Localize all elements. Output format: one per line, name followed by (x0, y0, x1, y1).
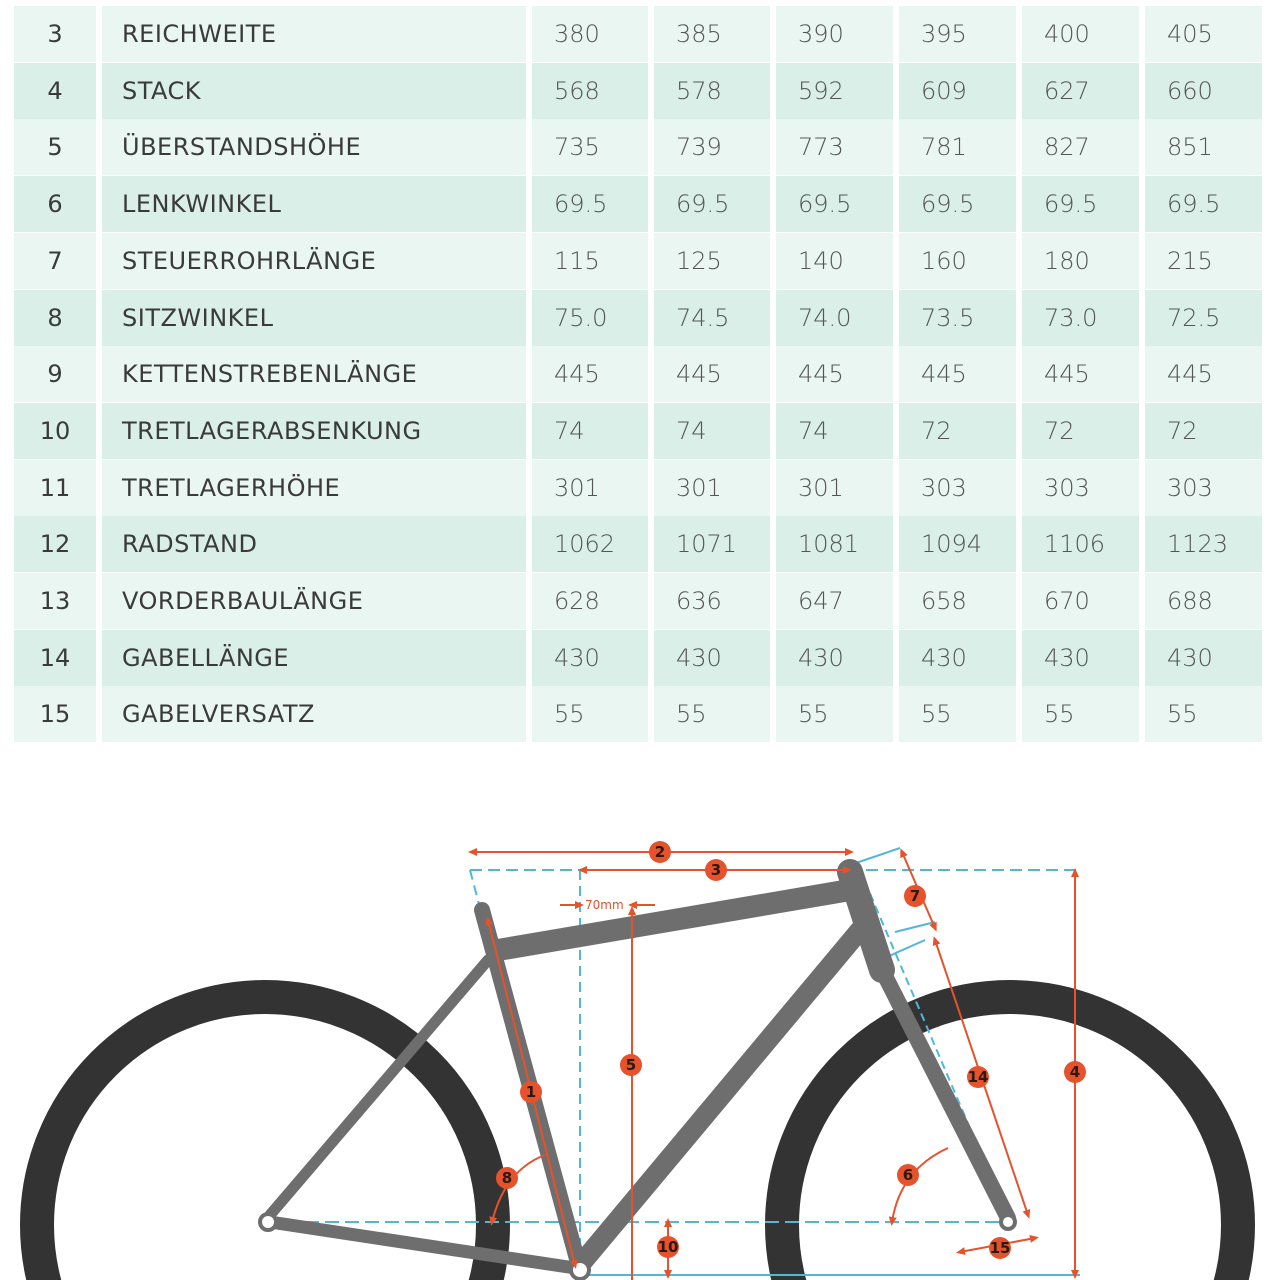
row-number: 12 (14, 516, 96, 572)
row-value: 851 (1145, 119, 1262, 175)
row-value: 609 (899, 63, 1016, 119)
table-row (14, 346, 1262, 402)
svg-text:1: 1 (525, 1083, 537, 1101)
row-value: 1071 (654, 516, 770, 572)
row-number: 3 (14, 6, 96, 62)
row-measure-name: LENKWINKEL (102, 176, 526, 232)
svg-text:6: 6 (902, 1166, 914, 1184)
row-value: 445 (1145, 346, 1262, 402)
row-value: 303 (1022, 460, 1139, 516)
marker-14 (967, 1066, 989, 1088)
row-measure-name: RADSTAND (102, 516, 526, 572)
row-value: 430 (899, 630, 1016, 686)
row-number: 7 (14, 233, 96, 289)
row-value: 303 (1145, 460, 1262, 516)
row-value: 430 (654, 630, 770, 686)
row-measure-name: TRETLAGERHÖHE (102, 460, 526, 516)
front-wheel (782, 997, 1238, 1280)
row-value: 380 (532, 6, 648, 62)
row-value: 395 (899, 6, 1016, 62)
row-value: 72.5 (1145, 290, 1262, 346)
svg-text:10: 10 (657, 1238, 679, 1256)
row-measure-name: STACK (102, 63, 526, 119)
row-measure-name: STEUERROHRLÄNGE (102, 233, 526, 289)
row-value: 445 (532, 346, 648, 402)
row-value: 69.5 (776, 176, 893, 232)
marker-15 (989, 1237, 1011, 1259)
row-value: 75.0 (532, 290, 648, 346)
table-row (14, 6, 1262, 62)
row-value: 74 (776, 403, 893, 459)
row-value: 827 (1022, 119, 1139, 175)
row-value: 773 (776, 119, 893, 175)
row-number: 13 (14, 573, 96, 629)
row-value: 74 (654, 403, 770, 459)
row-measure-name: ÜBERSTANDSHÖHE (102, 119, 526, 175)
row-value: 445 (899, 346, 1016, 402)
row-value: 670 (1022, 573, 1139, 629)
marker-4 (1064, 1061, 1086, 1083)
marker-2 (649, 841, 671, 863)
row-value: 215 (1145, 233, 1262, 289)
svg-text:14: 14 (967, 1068, 989, 1086)
marker-8 (496, 1167, 518, 1189)
table-row (14, 403, 1262, 459)
row-value: 660 (1145, 63, 1262, 119)
row-number: 11 (14, 460, 96, 516)
table-row (14, 573, 1262, 629)
svg-text:7: 7 (909, 887, 921, 905)
table-row (14, 686, 1262, 742)
row-value: 400 (1022, 6, 1139, 62)
row-measure-name: VORDERBAULÄNGE (102, 573, 526, 629)
row-value: 628 (532, 573, 648, 629)
row-value: 445 (776, 346, 893, 402)
row-value: 1094 (899, 516, 1016, 572)
row-value: 74.5 (654, 290, 770, 346)
row-number: 6 (14, 176, 96, 232)
row-value: 445 (1022, 346, 1139, 402)
row-value: 430 (776, 630, 893, 686)
svg-text:15: 15 (989, 1239, 1011, 1257)
row-value: 180 (1022, 233, 1139, 289)
svg-text:5: 5 (625, 1056, 637, 1074)
row-value: 73.0 (1022, 290, 1139, 346)
row-value: 301 (776, 460, 893, 516)
row-value: 636 (654, 573, 770, 629)
row-value: 72 (1022, 403, 1139, 459)
row-value: 739 (654, 119, 770, 175)
marker-10 (657, 1236, 679, 1258)
row-value: 627 (1022, 63, 1139, 119)
row-value: 430 (1145, 630, 1262, 686)
row-number: 8 (14, 290, 96, 346)
offset-label: 70mm (585, 898, 624, 912)
row-number: 4 (14, 63, 96, 119)
row-value: 688 (1145, 573, 1262, 629)
row-value: 55 (654, 686, 770, 742)
row-value: 303 (899, 460, 1016, 516)
row-value: 72 (1145, 403, 1262, 459)
row-value: 55 (776, 686, 893, 742)
row-value: 568 (532, 63, 648, 119)
row-value: 74.0 (776, 290, 893, 346)
row-number: 10 (14, 403, 96, 459)
row-value: 115 (532, 233, 648, 289)
row-value: 578 (654, 63, 770, 119)
row-value: 1081 (776, 516, 893, 572)
marker-7 (904, 885, 926, 907)
table-row (14, 516, 1262, 572)
row-value: 1123 (1145, 516, 1262, 572)
marker-5 (620, 1054, 642, 1076)
dropouts (260, 1214, 1015, 1279)
row-value: 1106 (1022, 516, 1139, 572)
row-value: 55 (1145, 686, 1262, 742)
row-value: 69.5 (654, 176, 770, 232)
table-row (14, 233, 1262, 289)
row-measure-name: TRETLAGERABSENKUNG (102, 403, 526, 459)
marker-6 (897, 1164, 919, 1186)
row-value: 125 (654, 233, 770, 289)
row-value: 781 (899, 119, 1016, 175)
row-value: 55 (899, 686, 1016, 742)
row-value: 69.5 (1022, 176, 1139, 232)
svg-text:2: 2 (654, 843, 666, 861)
row-measure-name: GABELLÄNGE (102, 630, 526, 686)
row-value: 405 (1145, 6, 1262, 62)
row-value: 72 (899, 403, 1016, 459)
row-value: 445 (654, 346, 770, 402)
row-measure-name: SITZWINKEL (102, 290, 526, 346)
row-value: 658 (899, 573, 1016, 629)
row-value: 390 (776, 6, 893, 62)
row-number: 9 (14, 346, 96, 402)
row-value: 1062 (532, 516, 648, 572)
row-value: 69.5 (532, 176, 648, 232)
row-value: 592 (776, 63, 893, 119)
table-row (14, 630, 1262, 686)
row-number: 14 (14, 630, 96, 686)
svg-text:8: 8 (501, 1169, 513, 1187)
table-row (14, 176, 1262, 232)
row-value: 301 (654, 460, 770, 516)
row-value: 69.5 (1145, 176, 1262, 232)
row-measure-name: REICHWEITE (102, 6, 526, 62)
row-value: 430 (532, 630, 648, 686)
row-value: 69.5 (899, 176, 1016, 232)
row-value: 735 (532, 119, 648, 175)
row-value: 73.5 (899, 290, 1016, 346)
table-row (14, 460, 1262, 516)
marker-1 (520, 1081, 542, 1103)
row-number: 15 (14, 686, 96, 742)
marker-3 (705, 859, 727, 881)
svg-text:4: 4 (1069, 1063, 1081, 1081)
bike-geometry-diagram (0, 760, 1280, 1280)
row-value: 55 (1022, 686, 1139, 742)
table-row (14, 63, 1262, 119)
row-value: 301 (532, 460, 648, 516)
row-value: 55 (532, 686, 648, 742)
table-row (14, 119, 1262, 175)
row-value: 385 (654, 6, 770, 62)
row-value: 430 (1022, 630, 1139, 686)
row-value: 140 (776, 233, 893, 289)
row-number: 5 (14, 119, 96, 175)
table-row (14, 290, 1262, 346)
svg-text:3: 3 (710, 861, 722, 879)
row-measure-name: GABELVERSATZ (102, 686, 526, 742)
row-value: 647 (776, 573, 893, 629)
row-value: 74 (532, 403, 648, 459)
row-value: 160 (899, 233, 1016, 289)
row-measure-name: KETTENSTREBENLÄNGE (102, 346, 526, 402)
